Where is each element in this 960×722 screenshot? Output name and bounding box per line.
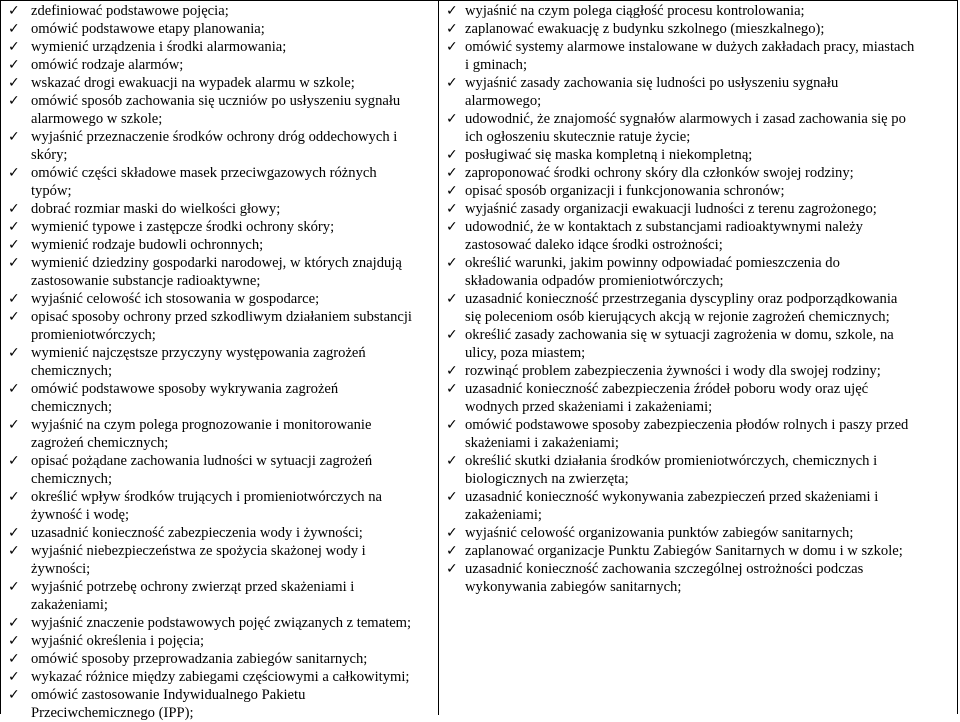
checkmark-icon: ✓ bbox=[446, 21, 458, 37]
left-item bbox=[1, 668, 437, 686]
checkmark-icon: ✓ bbox=[446, 453, 458, 469]
right-item bbox=[439, 452, 957, 488]
left-item-text: zakażeniami; bbox=[31, 597, 108, 613]
right-item-text: i gminach; bbox=[465, 57, 528, 73]
left-item-text: alarmowego w szkole; bbox=[31, 111, 163, 127]
right-item-text: skażeniami i zakażeniami; bbox=[465, 435, 619, 451]
checkmark-icon: ✓ bbox=[446, 543, 458, 559]
left-item-text: wymienić typowe i zastępcze środki ochrony skóry; bbox=[31, 219, 335, 235]
checkmark-icon: ✓ bbox=[8, 3, 20, 19]
right-item bbox=[439, 218, 957, 254]
left-item-text: wymienić urządzenia i środki alarmowania; bbox=[31, 39, 287, 55]
left-item-text: żywności; bbox=[31, 561, 91, 577]
right-item bbox=[439, 2, 957, 20]
left-item bbox=[1, 254, 437, 290]
left-item bbox=[1, 542, 437, 578]
right-item-text: omówić podstawowe sposoby zabezpieczenia płodów rolnych i paszy przed bbox=[465, 417, 909, 433]
checkmark-icon: ✓ bbox=[8, 309, 20, 325]
right-item bbox=[439, 524, 957, 542]
right-item bbox=[439, 38, 957, 74]
checkmark-icon: ✓ bbox=[8, 651, 20, 667]
right-item-text: wykonywania zabiegów sanitarnych; bbox=[465, 579, 682, 595]
checkmark-icon: ✓ bbox=[8, 201, 20, 217]
left-item bbox=[1, 650, 437, 668]
left-item bbox=[1, 74, 437, 92]
right-item bbox=[439, 290, 957, 326]
right-item-text: wyjaśnić zasady zachowania się ludności po usłyszeniu sygnału bbox=[465, 75, 839, 91]
left-item-text: zagrożeń chemicznych; bbox=[31, 435, 169, 451]
left-item-text: omówić sposób zachowania się uczniów po usłyszeniu sygnału bbox=[31, 93, 401, 109]
right-item-text: zakażeniami; bbox=[465, 507, 542, 523]
checkmark-icon: ✓ bbox=[8, 237, 20, 253]
left-item-text: wymienić rodzaje budowli ochronnych; bbox=[31, 237, 264, 253]
checkmark-icon: ✓ bbox=[446, 255, 458, 271]
checkmark-icon: ✓ bbox=[8, 381, 20, 397]
checkmark-icon: ✓ bbox=[446, 75, 458, 91]
left-item bbox=[1, 2, 437, 20]
checkmark-icon: ✓ bbox=[446, 3, 458, 19]
left-item-text: promieniotwórczych; bbox=[31, 327, 156, 343]
left-item bbox=[1, 578, 437, 614]
left-item-text: opisać sposoby ochrony przed szkodliwym działaniem substancji bbox=[31, 309, 412, 325]
checkmark-icon: ✓ bbox=[446, 525, 458, 541]
left-item bbox=[1, 488, 437, 524]
checkmark-icon: ✓ bbox=[8, 129, 20, 145]
left-item-text: wykazać różnice między zabiegami częściowymi a całkowitymi; bbox=[31, 669, 410, 685]
left-item-text: wymienić dziedziny gospodarki narodowej, w których znajdują bbox=[31, 255, 402, 271]
right-item-text: zaplanować organizacje Punktu Zabiegów Sanitarnych w domu i w szkole; bbox=[465, 543, 903, 559]
left-item-text: wyjaśnić potrzebę ochrony zwierząt przed skażeniami i bbox=[31, 579, 355, 595]
left-item bbox=[1, 128, 437, 164]
left-item bbox=[1, 92, 437, 128]
right-item-text: określić zasady zachowania się w sytuacji zagrożenia w domu, szkole, na bbox=[465, 327, 894, 343]
right-item-text: udowodnić, że w kontaktach z substancjami radioaktywnymi należy bbox=[465, 219, 863, 235]
left-item-text: wyjaśnić przeznaczenie środków ochrony dróg oddechowych i bbox=[31, 129, 398, 145]
checkmark-icon: ✓ bbox=[8, 417, 20, 433]
left-item bbox=[1, 290, 437, 308]
right-item bbox=[439, 326, 957, 362]
left-item bbox=[1, 686, 437, 722]
right-item bbox=[439, 254, 957, 290]
left-item bbox=[1, 344, 437, 380]
checkmark-icon: ✓ bbox=[8, 453, 20, 469]
left-item bbox=[1, 632, 437, 650]
right-item-text: wodnych przed skażeniami i zakażeniami; bbox=[465, 399, 713, 415]
right-item bbox=[439, 182, 957, 200]
right-item-text: uzasadnić konieczność wykonywania zabezpieczeń przed skażeniami i bbox=[465, 489, 879, 505]
left-item-text: wyjaśnić niebezpieczeństwa ze spożycia skażonej wody i bbox=[31, 543, 366, 559]
right-column-list bbox=[439, 2, 957, 596]
right-item-text: wyjaśnić na czym polega ciągłość procesu kontrolowania; bbox=[465, 3, 805, 19]
checkmark-icon: ✓ bbox=[446, 561, 458, 577]
left-item-text: skóry; bbox=[31, 147, 68, 163]
checkmark-icon: ✓ bbox=[8, 165, 20, 181]
right-item-text: posługiwać się maska kompletną i niekompletną; bbox=[465, 147, 753, 163]
checkmark-icon: ✓ bbox=[8, 39, 20, 55]
checkmark-icon: ✓ bbox=[446, 111, 458, 127]
left-item-text: opisać pożądane zachowania ludności w sytuacji zagrożeń bbox=[31, 453, 373, 469]
left-item-text: żywność i wodę; bbox=[31, 507, 130, 523]
right-item bbox=[439, 416, 957, 452]
right-item bbox=[439, 20, 957, 38]
right-item-text: udowodnić, że znajomość sygnałów alarmowych i zasad zachowania się po bbox=[465, 111, 906, 127]
left-item bbox=[1, 38, 437, 56]
left-item-text: wymienić najczęstsze przyczyny występowania zagrożeń bbox=[31, 345, 366, 361]
right-item bbox=[439, 146, 957, 164]
checkmark-icon: ✓ bbox=[446, 39, 458, 55]
right-item bbox=[439, 164, 957, 182]
right-item bbox=[439, 200, 957, 218]
checkmark-icon: ✓ bbox=[446, 183, 458, 199]
right-item bbox=[439, 542, 957, 560]
left-item bbox=[1, 452, 437, 488]
right-item-text: omówić systemy alarmowe instalowane w dużych zakładach pracy, miastach bbox=[465, 39, 915, 55]
left-item-text: wyjaśnić określenia i pojęcia; bbox=[31, 633, 205, 649]
right-item-text: zastosować daleko idące środki ostrożności; bbox=[465, 237, 723, 253]
right-item-text: uzasadnić konieczność przestrzegania dyscypliny oraz podporządkowania bbox=[465, 291, 898, 307]
checkmark-icon: ✓ bbox=[8, 255, 20, 271]
left-item bbox=[1, 200, 437, 218]
checkmark-icon: ✓ bbox=[446, 219, 458, 235]
checkmark-icon: ✓ bbox=[446, 165, 458, 181]
checkmark-icon: ✓ bbox=[446, 327, 458, 343]
left-item-text: typów; bbox=[31, 183, 72, 199]
right-item-text: zaplanować ewakuację z budynku szkolnego (mieszkalnego); bbox=[465, 21, 825, 37]
checkmark-icon: ✓ bbox=[446, 417, 458, 433]
checkmark-icon: ✓ bbox=[8, 219, 20, 235]
left-item-text: omówić zastosowanie Indywidualnego Pakietu bbox=[31, 687, 306, 703]
left-column-list bbox=[1, 2, 437, 722]
left-item bbox=[1, 56, 437, 74]
left-item bbox=[1, 20, 437, 38]
left-item bbox=[1, 236, 437, 254]
left-item-text: chemicznych; bbox=[31, 471, 113, 487]
right-item bbox=[439, 110, 957, 146]
right-item-text: uzasadnić konieczność zachowania szczególnej ostrożności podczas bbox=[465, 561, 864, 577]
left-item-text: chemicznych; bbox=[31, 363, 113, 379]
left-item bbox=[1, 308, 437, 344]
left-item-text: chemicznych; bbox=[31, 399, 113, 415]
right-item-text: rozwinąć problem zabezpieczenia żywności i wody dla swojej rodziny; bbox=[465, 363, 881, 379]
right-item-text: ulicy, poza miastem; bbox=[465, 345, 586, 361]
left-item-text: określić wpływ środków trujących i promieniotwórczych na bbox=[31, 489, 382, 505]
left-item-text: wskazać drogi ewakuacji na wypadek alarmu w szkole; bbox=[31, 75, 355, 91]
right-item-text: uzasadnić konieczność zabezpieczenia źródeł poboru wody oraz ujęć bbox=[465, 381, 869, 397]
left-item-text: uzasadnić konieczność zabezpieczenia wody i żywności; bbox=[31, 525, 363, 541]
checkmark-icon: ✓ bbox=[8, 615, 20, 631]
right-item-text: wyjaśnić celowość organizowania punktów zabiegów sanitarnych; bbox=[465, 525, 854, 541]
left-item bbox=[1, 218, 437, 236]
left-item-text: omówić podstawowe etapy planowania; bbox=[31, 21, 265, 37]
left-item-text: wyjaśnić celowość ich stosowania w gospodarce; bbox=[31, 291, 320, 307]
right-item bbox=[439, 362, 957, 380]
right-item-text: opisać sposób organizacji i funkcjonowania schronów; bbox=[465, 183, 785, 199]
checkmark-icon: ✓ bbox=[8, 543, 20, 559]
checkmark-icon: ✓ bbox=[8, 489, 20, 505]
checkmark-icon: ✓ bbox=[8, 75, 20, 91]
right-item bbox=[439, 380, 957, 416]
left-item-text: dobrać rozmiar maski do wielkości głowy; bbox=[31, 201, 281, 217]
checkmark-icon: ✓ bbox=[8, 93, 20, 109]
left-item bbox=[1, 380, 437, 416]
checkmark-icon: ✓ bbox=[446, 363, 458, 379]
left-item-text: zdefiniować podstawowe pojęcia; bbox=[31, 3, 229, 19]
left-item-text: wyjaśnić na czym polega prognozowanie i monitorowanie bbox=[31, 417, 372, 433]
right-item-text: biologicznych na zwierzęta; bbox=[465, 471, 629, 487]
checkmark-icon: ✓ bbox=[8, 21, 20, 37]
checkmark-icon: ✓ bbox=[8, 687, 20, 703]
left-item bbox=[1, 416, 437, 452]
right-item-text: określić skutki działania środków promieniotwórczych, chemicznych i bbox=[465, 453, 878, 469]
checkmark-icon: ✓ bbox=[8, 525, 20, 541]
right-item-text: składowania odpadów promieniotwórczych; bbox=[465, 273, 724, 289]
left-item-text: omówić części składowe masek przeciwgazowych różnych bbox=[31, 165, 377, 181]
left-item bbox=[1, 524, 437, 542]
right-item-text: zaproponować środki ochrony skóry dla członków swojej rodziny; bbox=[465, 165, 854, 181]
checkmark-icon: ✓ bbox=[446, 201, 458, 217]
checkmark-icon: ✓ bbox=[446, 381, 458, 397]
right-item bbox=[439, 74, 957, 110]
left-item-text: omówić sposoby przeprowadzania zabiegów sanitarnych; bbox=[31, 651, 368, 667]
right-item-text: się poleceniom osób kierujących akcją w rejonie zagrożeń chemicznych; bbox=[465, 309, 890, 325]
right-item-text: ich ogłoszeniu skutecznie ratuje życie; bbox=[465, 129, 691, 145]
checkmark-icon: ✓ bbox=[8, 579, 20, 595]
checkmark-icon: ✓ bbox=[8, 669, 20, 685]
right-item-text: wyjaśnić zasady organizacji ewakuacji ludności z terenu zagrożonego; bbox=[465, 201, 877, 217]
right-item bbox=[439, 560, 957, 596]
checkmark-icon: ✓ bbox=[8, 57, 20, 73]
right-item bbox=[439, 488, 957, 524]
left-item-text: omówić podstawowe sposoby wykrywania zagrożeń bbox=[31, 381, 339, 397]
checkmark-icon: ✓ bbox=[8, 345, 20, 361]
left-item-text: Przeciwchemicznego (IPP); bbox=[31, 705, 194, 721]
checkmark-icon: ✓ bbox=[8, 633, 20, 649]
checkmark-icon: ✓ bbox=[446, 147, 458, 163]
left-item bbox=[1, 164, 437, 200]
left-item-text: zastosowanie substancje radioaktywne; bbox=[31, 273, 261, 289]
right-item-text: określić warunki, jakim powinny odpowiadać pomieszczenia do bbox=[465, 255, 840, 271]
left-item bbox=[1, 614, 437, 632]
left-item-text: wyjaśnić znaczenie podstawowych pojęć związanych z tematem; bbox=[31, 615, 412, 631]
right-item-text: alarmowego; bbox=[465, 93, 542, 109]
checkmark-icon: ✓ bbox=[446, 489, 458, 505]
left-item-text: omówić rodzaje alarmów; bbox=[31, 57, 184, 73]
checkmark-icon: ✓ bbox=[8, 291, 20, 307]
checkmark-icon: ✓ bbox=[446, 291, 458, 307]
